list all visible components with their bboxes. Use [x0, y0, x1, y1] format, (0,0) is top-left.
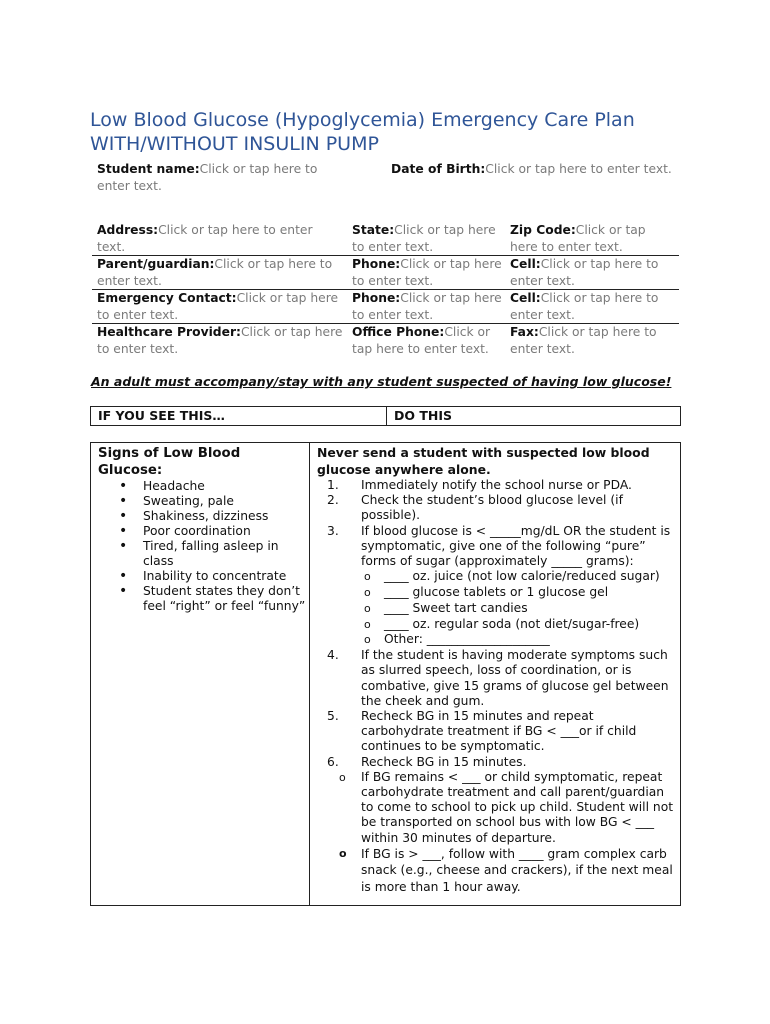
followup-text: If BG remains < ___ or child symptomatic, repeat carbohydrate treatment and call parent/guardian to come to school to pick up child. Student will not be transported on school bus with low BG < ___ within 30 minutes of departure. — [361, 769, 674, 845]
date-of-birth-placeholder[interactable]: Click or tap here to enter text. — [485, 162, 672, 176]
emergency-contact-field[interactable] — [97, 290, 347, 323]
list-item — [317, 755, 680, 770]
emergency-contact-placeholder[interactable]: Click or tap here to enter text. — [97, 291, 339, 322]
sugar-option: Other: ____________________ — [384, 632, 550, 647]
list-item — [317, 709, 680, 755]
adult-warning: An adult must accompany/stay with any student suspected of having low glucose! — [91, 374, 672, 389]
office-phone-placeholder[interactable]: Click or tap here to enter text. — [352, 325, 491, 356]
emergency-cell-label: Cell: — [510, 291, 541, 305]
zip-code-field[interactable] — [510, 222, 675, 255]
state-placeholder[interactable]: Click or tap here to enter text. — [352, 223, 496, 254]
parent-phone-placeholder[interactable]: Click or tap here to enter text. — [352, 257, 502, 288]
list-item — [317, 601, 680, 617]
parent-cell-field[interactable] — [510, 256, 675, 289]
circle-bullet-icon: o — [339, 770, 346, 784]
step-number: 3. — [327, 523, 339, 538]
signs-heading: Signs of Low Blood Glucose: — [98, 446, 241, 478]
list-item — [317, 846, 680, 896]
if-you-see-this-header: IF YOU SEE THIS… — [91, 407, 387, 425]
parent-phone-field[interactable] — [352, 256, 502, 289]
parent-guardian-field[interactable] — [97, 256, 342, 289]
step-text: If the student is having moderate symptoms such as slurred speech, loss of coordination, or is combative, give 15 grams of glucose gel between the cheek and gum. — [361, 648, 669, 708]
parent-guardian-placeholder[interactable]: Click or tap here to enter text. — [97, 257, 333, 288]
emergency-contact-label: Emergency Contact: — [97, 291, 237, 305]
list-item — [317, 585, 680, 601]
list-item — [317, 478, 680, 493]
circle-bullet-icon: o — [364, 633, 371, 647]
list-item: • Inability to concentrate — [98, 569, 309, 584]
zip-code-placeholder[interactable]: Click or tap here to enter text. — [510, 223, 646, 254]
actions-heading: Never send a student with suspected low blood glucose anywhere alone. — [317, 445, 650, 477]
office-phone-field[interactable] — [352, 324, 497, 357]
list-item: • Tired, falling asleep in class — [98, 539, 309, 569]
circle-bullet-icon: o — [364, 617, 371, 631]
list-item — [317, 493, 680, 523]
step-text: Check the student’s blood glucose level (if possible). — [361, 493, 623, 523]
list-item — [317, 632, 680, 648]
date-of-birth-field[interactable] — [391, 161, 676, 178]
emergency-phone-label: Phone: — [352, 291, 401, 305]
state-label: State: — [352, 223, 395, 237]
step-number: 1. — [327, 478, 339, 492]
emergency-phone-field[interactable] — [352, 290, 502, 323]
list-item: • Sweating, pale — [98, 494, 309, 509]
page-title: Low Blood Glucose (Hypoglycemia) Emergency Care Plan WITH/WITHOUT INSULIN PUMP — [90, 109, 635, 155]
fax-label: Fax: — [510, 325, 539, 339]
step-text: If blood glucose is < _____mg/dL OR the student is symptomatic, give one of the following “pure” forms of sugar (approximately _____ grams): — [361, 523, 671, 569]
emergency-phone-placeholder[interactable]: Click or tap here to enter text. — [352, 291, 502, 322]
care-table — [90, 442, 681, 906]
zip-code-label: Zip Code: — [510, 223, 576, 237]
address-placeholder[interactable]: Click or tap here to enter text. — [97, 223, 313, 254]
date-of-birth-label: Date of Birth: — [391, 162, 486, 176]
state-field[interactable] — [352, 222, 502, 255]
list-item — [317, 617, 680, 633]
parent-cell-placeholder[interactable]: Click or tap here to enter text. — [510, 257, 659, 288]
parent-phone-label: Phone: — [352, 257, 401, 271]
office-phone-label: Office Phone: — [352, 325, 445, 339]
sugar-option: ____ oz. juice (not low calorie/reduced sugar) — [384, 569, 660, 584]
list-item: • Headache — [98, 479, 309, 494]
fax-field[interactable] — [510, 324, 675, 357]
sugar-option: ____ glucose tablets or 1 glucose gel — [384, 585, 609, 600]
signs-column — [91, 443, 310, 905]
emergency-cell-field[interactable] — [510, 290, 675, 323]
followup-text: If BG is > ___, follow with ____ gram complex carb snack (e.g., cheese and crackers), if the next meal is more than 1 hour away. — [361, 846, 673, 894]
step-number: 6. — [327, 754, 339, 769]
parent-guardian-label: Parent/guardian: — [97, 257, 215, 271]
address-field[interactable] — [97, 222, 342, 255]
circle-bullet-icon: o — [364, 601, 371, 615]
list-item — [317, 569, 680, 585]
list-item: • Shakiness, dizziness — [98, 509, 309, 524]
step-number: 5. — [327, 709, 339, 724]
step-text: Recheck BG in 15 minutes. — [361, 754, 527, 769]
parent-cell-label: Cell: — [510, 257, 541, 271]
signs-list — [98, 479, 309, 614]
step-number: 4. — [327, 648, 339, 663]
emergency-cell-placeholder[interactable]: Click or tap here to enter text. — [510, 291, 659, 322]
sugar-option: ____ Sweet tart candies — [384, 600, 528, 615]
student-name-label: Student name: — [97, 162, 200, 176]
step-text: Recheck BG in 15 minutes and repeat carbohydrate treatment if BG < ___or if child continues to be symptomatic. — [361, 709, 637, 754]
sugar-option: ____ oz. regular soda (not diet/sugar-free) — [384, 616, 640, 631]
fax-placeholder[interactable]: Click or tap here to enter text. — [510, 325, 657, 356]
list-item — [317, 770, 680, 846]
do-this-header: DO THIS — [394, 408, 452, 423]
circle-bullet-icon: o — [339, 846, 347, 860]
circle-bullet-icon: o — [364, 586, 371, 600]
list-item: • Poor coordination — [98, 524, 309, 539]
step-number: 2. — [327, 493, 339, 508]
healthcare-provider-label: Healthcare Provider: — [97, 325, 241, 339]
address-label: Address: — [97, 223, 159, 237]
list-item: • Student states they don’t feel “right” or feel “funny” — [98, 584, 309, 614]
table-header-row — [90, 406, 681, 426]
circle-bullet-icon: o — [364, 570, 371, 584]
actions-column — [310, 443, 680, 905]
healthcare-provider-placeholder[interactable]: Click or tap here to enter text. — [97, 325, 343, 356]
student-name-field[interactable] — [97, 161, 352, 194]
student-name-placeholder[interactable]: Click or tap here to enter text. — [97, 162, 318, 193]
list-item — [317, 648, 680, 709]
step-text: Immediately notify the school nurse or PDA. — [361, 478, 632, 492]
list-item — [317, 524, 680, 570]
healthcare-provider-field[interactable] — [97, 324, 347, 357]
